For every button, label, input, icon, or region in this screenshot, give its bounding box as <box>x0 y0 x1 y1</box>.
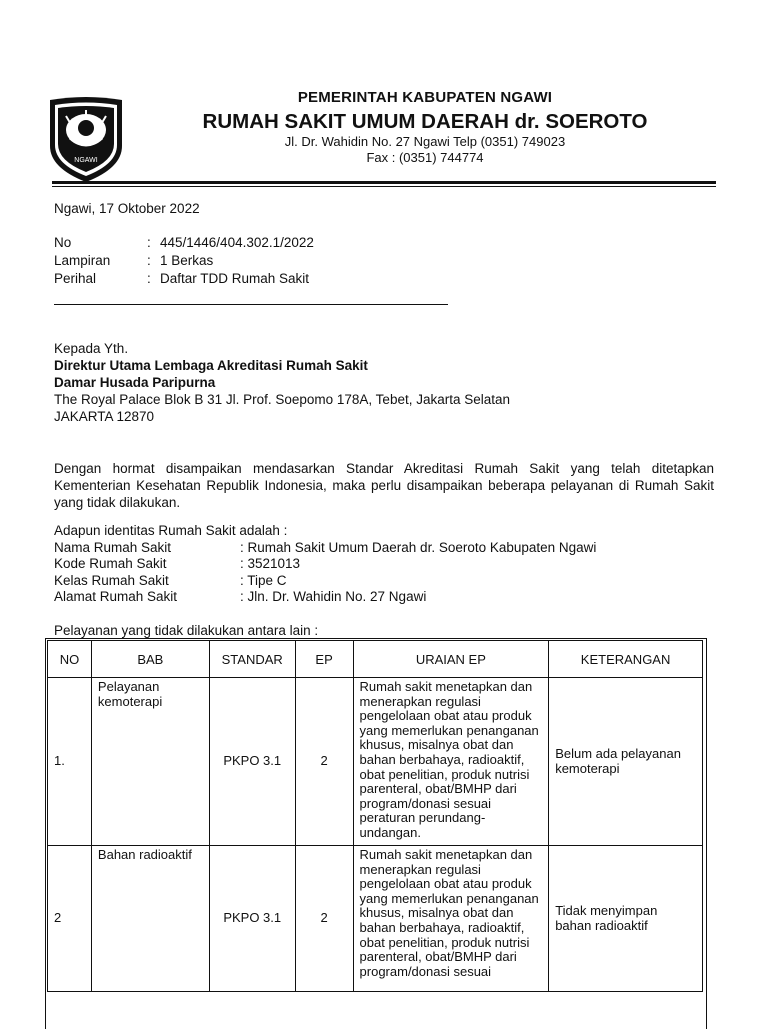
header-uraian-ep: URAIAN EP <box>353 641 549 678</box>
meta-row-no <box>54 235 454 251</box>
recipient-city: JAKARTA 12870 <box>54 409 155 424</box>
hospital-fax: Fax : (0351) 744774 <box>366 150 484 165</box>
services-table <box>47 640 703 992</box>
meta-value: 445/1446/404.302.1/2022 <box>160 235 314 250</box>
cell-bab: Bahan radioaktif <box>91 846 209 992</box>
meta-separator <box>54 304 448 305</box>
recipient-name-2: Damar Husada Paripurna <box>54 375 216 390</box>
meta-value: 1 Berkas <box>160 253 214 268</box>
cell-no: 1. <box>48 678 92 846</box>
government-title: PEMERINTAH KABUPATEN NGAWI <box>297 89 553 106</box>
header-no: NO <box>48 641 92 678</box>
cell-keterangan: Tidak menyimpan bahan radioaktif <box>549 846 703 992</box>
table-header-row <box>48 641 703 678</box>
meta-label: Perihal <box>54 271 97 286</box>
identity-label: Nama Rumah Sakit <box>54 540 172 555</box>
identity-label: Kode Rumah Sakit <box>54 556 167 571</box>
hospital-name: RUMAH SAKIT UMUM DAERAH dr. SOEROTO <box>202 110 648 133</box>
meta-row-perihal <box>54 271 454 287</box>
cell-bab: Pelayanan kemoterapi <box>91 678 209 846</box>
table-row <box>48 678 703 846</box>
cell-uraian-ep: Rumah sakit menetapkan dan menerapkan regulasi pengelolaan obat atau produk yang memerlukan penanganan khusus, misalnya obat dan bahan berbahaya, radioaktif, obat penelitian, produk nutrisi parenteral, obat/BMHP dari program/donasi sesuai peraturan perundang-undangan. <box>353 678 549 846</box>
meta-row-lampiran <box>54 253 454 269</box>
header-keterangan: KETERANGAN <box>549 641 703 678</box>
meta-label: Lampiran <box>54 253 111 268</box>
table-row <box>48 846 703 992</box>
recipient-greeting: Kepada Yth. <box>54 341 129 356</box>
meta-colon: : <box>147 271 151 286</box>
identity-label: Alamat Rumah Sakit <box>54 589 178 604</box>
identity-row <box>54 589 714 605</box>
cell-ep: 2 <box>295 678 353 846</box>
identity-row <box>54 540 714 556</box>
recipient-address: The Royal Palace Blok B 31 Jl. Prof. Soepomo 178A, Tebet, Jakarta Selatan <box>54 392 511 407</box>
identity-label: Kelas Rumah Sakit <box>54 573 169 588</box>
table-intro: Pelayanan yang tidak dilakukan antara lain : <box>54 623 319 638</box>
cell-uraian-ep: Rumah sakit menetapkan dan menerapkan regulasi pengelolaan obat atau produk yang memerlukan penanganan khusus, misalnya obat dan bahan berbahaya, radioaktif, obat penelitian, produk nutrisi parenteral, obat/BMHP dari program/donasi sesuai <box>353 846 549 992</box>
header-bab: BAB <box>91 641 209 678</box>
identity-value: : Jln. Dr. Wahidin No. 27 Ngawi <box>240 589 427 604</box>
meta-label: No <box>54 235 72 250</box>
body-paragraph: Dengan hormat disampaikan mendasarkan Standar Akreditasi Rumah Sakit yang telah ditetapkan Kementerian Kesehatan Republik Indonesia, maka perlu disampaikan beberapa pelayanan di Rumah Sakit yang tidak dilakukan. <box>54 461 714 510</box>
header-standar: STANDAR <box>209 641 295 678</box>
letter-date: Ngawi, 17 Oktober 2022 <box>54 201 200 216</box>
cell-no: 2 <box>48 846 92 992</box>
identity-value: : 3521013 <box>240 556 301 571</box>
header-ep: EP <box>295 641 353 678</box>
meta-value: Daftar TDD Rumah Sakit <box>160 271 310 286</box>
meta-colon: : <box>147 235 151 250</box>
cell-standar: PKPO 3.1 <box>209 846 295 992</box>
identity-intro: Adapun identitas Rumah Sakit adalah : <box>54 523 288 538</box>
identity-value: : Rumah Sakit Umum Daerah dr. Soeroto Kabupaten Ngawi <box>240 540 597 555</box>
hospital-address: Jl. Dr. Wahidin No. 27 Ngawi Telp (0351) 749023 <box>284 134 566 149</box>
identity-value: : Tipe C <box>240 573 287 588</box>
meta-colon: : <box>147 253 151 268</box>
cell-keterangan: Belum ada pelayanan kemoterapi <box>549 678 703 846</box>
svg-text:NGAWI: NGAWI <box>74 157 98 164</box>
identity-row <box>54 556 714 572</box>
identity-row <box>54 573 714 589</box>
letterhead-rule-thin <box>52 186 716 187</box>
cell-ep: 2 <box>295 846 353 992</box>
letterhead-rule-thick <box>52 181 716 184</box>
cell-standar: PKPO 3.1 <box>209 678 295 846</box>
recipient-name-1: Direktur Utama Lembaga Akreditasi Rumah Sakit <box>54 358 368 373</box>
